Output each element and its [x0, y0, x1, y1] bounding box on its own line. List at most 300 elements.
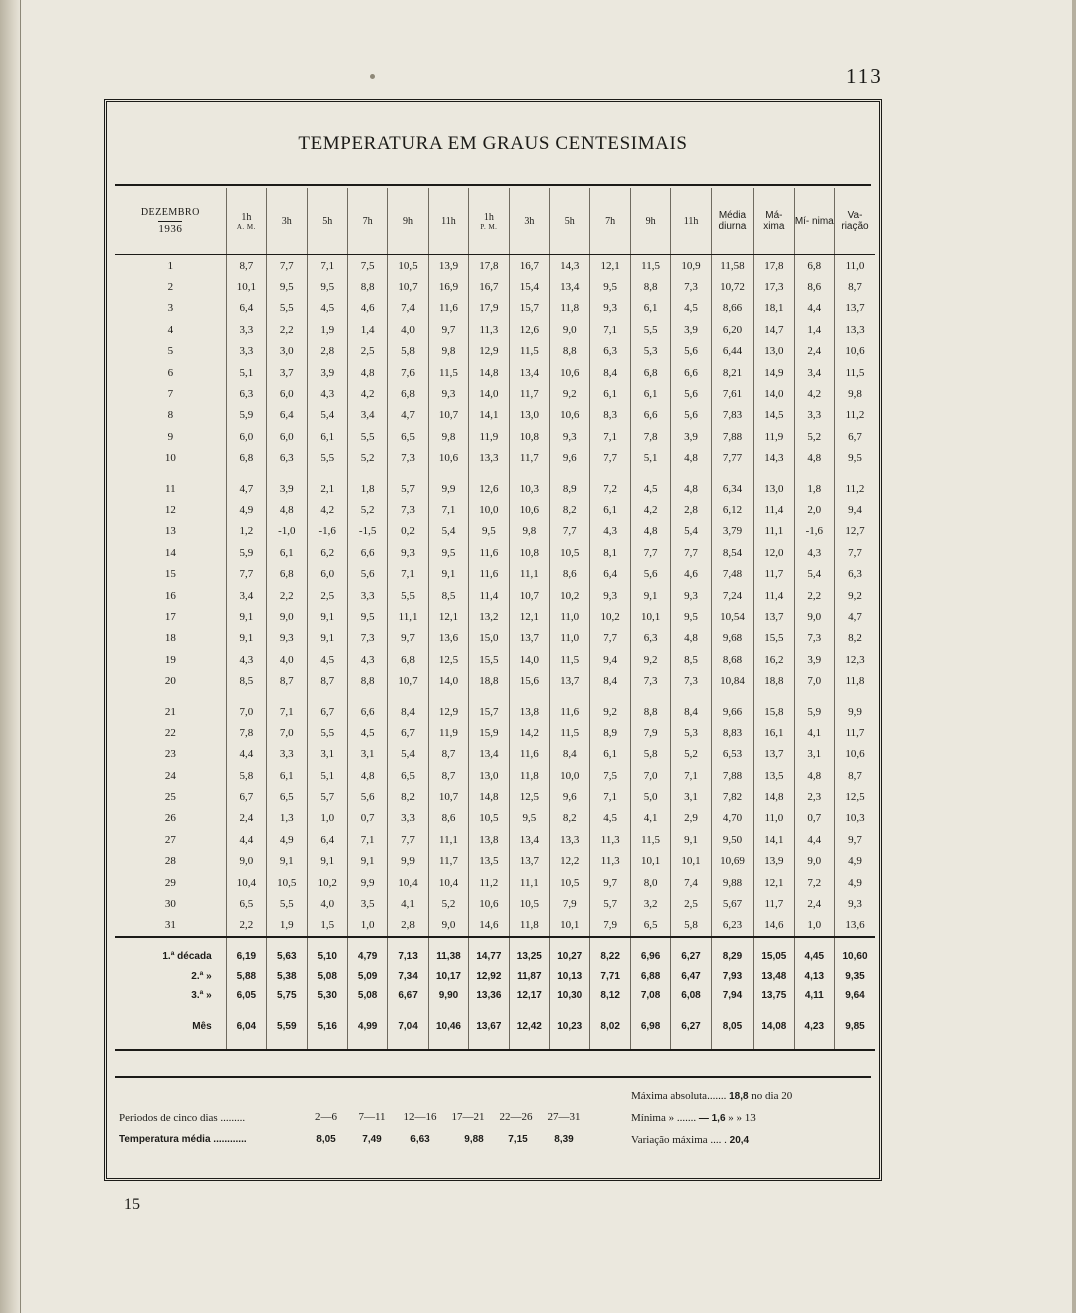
value-cell: 4,5 — [307, 298, 347, 319]
value-cell: 7,9 — [590, 915, 630, 937]
value-cell: 14,8 — [469, 786, 509, 807]
period-mean: 8,05 — [316, 1134, 336, 1145]
value-cell: 4,5 — [671, 298, 711, 319]
value-cell: 12,9 — [469, 341, 509, 362]
hour-label: 7h — [605, 215, 616, 227]
value-cell: 3,9 — [671, 426, 711, 447]
spacer-cell — [115, 692, 226, 701]
value-cell: 9,8 — [428, 341, 468, 362]
value-cell: 10,6 — [428, 448, 468, 469]
decade-value: 15,05 — [754, 937, 794, 967]
spacer-cell — [115, 1005, 226, 1017]
value-cell: 9,3 — [267, 628, 307, 649]
value-cell: 5,6 — [347, 563, 387, 584]
decade-value: 10,27 — [550, 937, 590, 967]
table-row — [115, 872, 875, 893]
max-absolute-label: Máxima absoluta....... — [631, 1090, 727, 1102]
value-cell: 11,1 — [388, 606, 428, 627]
month-value: 12,42 — [509, 1017, 549, 1050]
value-cell: 3,4 — [347, 405, 387, 426]
value-cell: 9,5 — [835, 448, 876, 469]
decade-value: 13,48 — [754, 967, 794, 986]
spacer-cell — [794, 469, 834, 478]
value-cell: 6,6 — [347, 542, 387, 563]
value-cell: 6,3 — [630, 628, 670, 649]
value-cell: 6,3 — [590, 341, 630, 362]
value-cell: 3,79 — [711, 521, 753, 542]
value-cell: 4,7 — [835, 606, 876, 627]
value-cell: 9,9 — [428, 478, 468, 499]
value-cell: 3,3 — [794, 405, 834, 426]
day-cell: 15 — [164, 568, 176, 581]
value-cell: 10,6 — [835, 341, 876, 362]
value-cell: 16,2 — [754, 649, 794, 670]
value-cell: 6,8 — [794, 255, 834, 277]
day-cell: 12 — [164, 503, 176, 516]
min-absolute-value: — 1,6 — [698, 1113, 726, 1124]
value-cell: 8,8 — [347, 276, 387, 297]
value-cell: 4,8 — [267, 499, 307, 520]
value-cell: 4,9 — [267, 829, 307, 850]
decade-label: 2.ª » — [191, 971, 212, 983]
value-cell: 14,3 — [754, 448, 794, 469]
value-cell: 8,54 — [711, 542, 753, 563]
value-cell: 11,7 — [428, 851, 468, 872]
value-cell: 8,66 — [711, 298, 753, 319]
value-cell: 13,7 — [835, 298, 876, 319]
table-row — [115, 448, 875, 469]
value-cell: 18,8 — [469, 670, 509, 691]
value-cell: 11,5 — [550, 722, 590, 743]
value-cell: 3,1 — [671, 786, 711, 807]
day-cell: 28 — [164, 855, 176, 868]
value-cell: 14,8 — [469, 362, 509, 383]
value-cell: 13,3 — [469, 448, 509, 469]
value-cell: 5,5 — [267, 298, 307, 319]
spacer-cell — [835, 1005, 876, 1017]
value-cell: 16,7 — [509, 255, 549, 277]
value-cell: 7,3 — [671, 276, 711, 297]
value-cell: 4,2 — [307, 499, 347, 520]
value-cell: 11,3 — [590, 829, 630, 850]
period-mean: 9,88 — [464, 1134, 484, 1145]
value-cell: 4,8 — [630, 521, 670, 542]
value-cell: 8,5 — [428, 585, 468, 606]
value-cell: 4,3 — [226, 649, 266, 670]
value-cell: 9,3 — [590, 298, 630, 319]
decade-value: 6,47 — [671, 967, 711, 986]
spacer-cell — [428, 1005, 468, 1017]
value-cell: 11,0 — [835, 255, 876, 277]
value-cell: 7,9 — [550, 893, 590, 914]
value-cell: 7,1 — [671, 765, 711, 786]
value-cell: 12,1 — [509, 606, 549, 627]
value-cell: 0,2 — [388, 521, 428, 542]
value-cell: 10,6 — [550, 362, 590, 383]
value-cell: 7,3 — [388, 499, 428, 520]
value-cell: 2,8 — [307, 341, 347, 362]
day-cell: 9 — [167, 430, 174, 443]
maxima-header: Má- xima — [754, 188, 794, 255]
day-cell: 21 — [164, 705, 176, 718]
value-cell: 5,67 — [711, 893, 753, 914]
value-cell: 14,6 — [754, 915, 794, 937]
value-cell: 6,4 — [590, 563, 630, 584]
hour-header — [590, 188, 630, 255]
period-range: 17—21 — [451, 1111, 485, 1123]
value-cell: 13,6 — [835, 915, 876, 937]
value-cell: 6,12 — [711, 499, 753, 520]
max-absolute — [631, 1090, 792, 1102]
days-body — [115, 255, 875, 938]
value-cell: 8,8 — [630, 701, 670, 722]
decade-value: 9,90 — [428, 986, 468, 1005]
day-cell: 31 — [164, 919, 176, 932]
value-cell: 3,1 — [347, 744, 387, 765]
month-value: 8,05 — [711, 1017, 753, 1050]
value-cell: 4,70 — [711, 808, 753, 829]
value-cell: 8,7 — [428, 744, 468, 765]
value-cell: 10,5 — [550, 542, 590, 563]
value-cell: 5,2 — [794, 426, 834, 447]
value-cell: 9,9 — [388, 851, 428, 872]
value-cell: 9,1 — [428, 563, 468, 584]
spacer-cell — [671, 1005, 711, 1017]
value-cell: 15,0 — [469, 628, 509, 649]
spacer-cell — [509, 1005, 549, 1017]
value-cell: 10,84 — [711, 670, 753, 691]
value-cell: 1,3 — [267, 808, 307, 829]
month-label: DEZEMBRO — [140, 207, 200, 218]
day-cell: 20 — [164, 675, 176, 688]
spacer-cell — [711, 1005, 753, 1017]
value-cell: 7,88 — [711, 426, 753, 447]
value-cell: 10,72 — [711, 276, 753, 297]
value-cell: 7,7 — [388, 829, 428, 850]
table-row — [115, 628, 875, 649]
hour-header — [550, 188, 590, 255]
value-cell: 10,4 — [388, 872, 428, 893]
decade-value: 6,88 — [630, 967, 670, 986]
value-cell: 4,8 — [671, 448, 711, 469]
value-cell: 2,2 — [794, 585, 834, 606]
value-cell: 6,5 — [388, 426, 428, 447]
spacer-cell — [428, 692, 468, 701]
value-cell: 1,0 — [347, 915, 387, 937]
decade-value: 5,08 — [347, 986, 387, 1005]
value-cell: 14,7 — [754, 319, 794, 340]
value-cell: 7,5 — [347, 255, 387, 277]
day-cell: 11 — [165, 482, 176, 495]
value-cell: 11,6 — [509, 744, 549, 765]
value-cell: 11,0 — [550, 628, 590, 649]
value-cell: 14,0 — [754, 383, 794, 404]
value-cell: 6,0 — [307, 563, 347, 584]
spacer-cell — [388, 1005, 428, 1017]
value-cell: 4,4 — [226, 744, 266, 765]
decade-gap — [115, 469, 875, 478]
period-mean: 6,63 — [410, 1134, 430, 1145]
paper-spot — [370, 74, 375, 79]
value-cell: 11,5 — [550, 649, 590, 670]
value-cell: 10,1 — [671, 851, 711, 872]
month-value: 4,99 — [347, 1017, 387, 1050]
value-cell: 13,6 — [428, 628, 468, 649]
value-cell: 6,3 — [835, 563, 876, 584]
value-cell: 1,4 — [794, 319, 834, 340]
value-cell: 5,5 — [267, 893, 307, 914]
value-cell: 12,6 — [469, 478, 509, 499]
value-cell: 8,4 — [671, 701, 711, 722]
value-cell: 8,83 — [711, 722, 753, 743]
value-cell: 5,1 — [630, 448, 670, 469]
decade-value: 5,63 — [267, 937, 307, 967]
value-cell: 5,0 — [630, 786, 670, 807]
value-cell: 9,1 — [226, 628, 266, 649]
spacer-cell — [509, 692, 549, 701]
value-cell: 2,4 — [794, 893, 834, 914]
value-cell: 6,1 — [590, 744, 630, 765]
spacer-cell — [550, 469, 590, 478]
value-cell: 7,9 — [630, 722, 670, 743]
value-cell: 8,8 — [347, 670, 387, 691]
value-cell: 10,6 — [509, 499, 549, 520]
value-cell: 4,5 — [590, 808, 630, 829]
hour-header — [388, 188, 428, 255]
value-cell: 9,9 — [835, 701, 876, 722]
value-cell: 10,7 — [388, 670, 428, 691]
decade-value: 6,05 — [226, 986, 266, 1005]
value-cell: 6,8 — [630, 362, 670, 383]
value-cell: 11,0 — [754, 808, 794, 829]
value-cell: 13,2 — [469, 606, 509, 627]
value-cell: 17,9 — [469, 298, 509, 319]
value-cell: 8,8 — [630, 276, 670, 297]
value-cell: -1,6 — [307, 521, 347, 542]
decade-value: 8,29 — [711, 937, 753, 967]
value-cell: 8,6 — [428, 808, 468, 829]
day-cell: 14 — [164, 546, 176, 559]
value-cell: 13,4 — [509, 829, 549, 850]
value-cell: 8,8 — [550, 341, 590, 362]
value-cell: 9,0 — [550, 319, 590, 340]
value-cell: 6,3 — [226, 383, 266, 404]
value-cell: 7,1 — [267, 701, 307, 722]
decade-value: 5,38 — [267, 967, 307, 986]
decade-value: 9,64 — [835, 986, 876, 1005]
spacer-cell — [307, 1005, 347, 1017]
period-range: 2—6 — [315, 1111, 337, 1123]
day-cell: 10 — [164, 452, 176, 465]
value-cell: 13,9 — [754, 851, 794, 872]
value-cell: 5,5 — [630, 319, 670, 340]
hour-label: 3h — [281, 215, 292, 227]
value-cell: 4,4 — [226, 829, 266, 850]
value-cell: 5,6 — [671, 383, 711, 404]
value-cell: 6,1 — [267, 542, 307, 563]
value-cell: 9,0 — [267, 606, 307, 627]
value-cell: 9,4 — [590, 649, 630, 670]
value-cell: 8,4 — [550, 744, 590, 765]
value-cell: 7,8 — [226, 722, 266, 743]
decade-value: 7,13 — [388, 937, 428, 967]
value-cell: 11,6 — [428, 298, 468, 319]
value-cell: 4,5 — [307, 649, 347, 670]
value-cell: 8,2 — [550, 808, 590, 829]
value-cell: 6,3 — [267, 448, 307, 469]
spacer-cell — [590, 469, 630, 478]
value-cell: 5,7 — [388, 478, 428, 499]
table-row — [115, 829, 875, 850]
value-cell: 8,7 — [267, 670, 307, 691]
value-cell: 7,0 — [794, 670, 834, 691]
value-cell: 12,1 — [754, 872, 794, 893]
value-cell: 13,0 — [754, 341, 794, 362]
value-cell: 10,2 — [550, 585, 590, 606]
decade-value: 6,27 — [671, 937, 711, 967]
value-cell: 14,0 — [509, 649, 549, 670]
value-cell: 8,21 — [711, 362, 753, 383]
decade-value: 13,25 — [509, 937, 549, 967]
value-cell: 8,2 — [550, 499, 590, 520]
value-cell: 3,3 — [267, 744, 307, 765]
value-cell: 7,4 — [671, 872, 711, 893]
hour-label: 9h — [645, 215, 656, 227]
month-value: 6,27 — [671, 1017, 711, 1050]
hour-header — [671, 188, 711, 255]
decade-value: 11,87 — [509, 967, 549, 986]
value-cell: 5,5 — [307, 448, 347, 469]
value-cell: 14,1 — [469, 405, 509, 426]
table-row — [115, 744, 875, 765]
spacer-cell — [307, 469, 347, 478]
media-header: Média diurna — [711, 188, 753, 255]
period-range: 7—11 — [358, 1111, 386, 1123]
value-cell: 11,5 — [630, 255, 670, 277]
value-cell: 3,0 — [267, 341, 307, 362]
day-cell: 5 — [167, 345, 174, 358]
value-cell: 15,6 — [509, 670, 549, 691]
value-cell: 9,3 — [388, 542, 428, 563]
value-cell: 16,9 — [428, 276, 468, 297]
value-cell: 9,1 — [347, 851, 387, 872]
value-cell: 6,6 — [347, 701, 387, 722]
value-cell: 4,4 — [794, 298, 834, 319]
value-cell: 7,3 — [347, 628, 387, 649]
value-cell: 17,3 — [754, 276, 794, 297]
value-cell: 4,7 — [226, 478, 266, 499]
value-cell: 13,7 — [754, 744, 794, 765]
value-cell: 4,3 — [347, 649, 387, 670]
month-value: 14,08 — [754, 1017, 794, 1050]
value-cell: 11,1 — [509, 563, 549, 584]
value-cell: 6,7 — [226, 786, 266, 807]
value-cell: 9,0 — [226, 851, 266, 872]
value-cell: 11,9 — [469, 426, 509, 447]
value-cell: 11,7 — [509, 448, 549, 469]
value-cell: 9,50 — [711, 829, 753, 850]
value-cell: 8,3 — [590, 405, 630, 426]
value-cell: 6,7 — [307, 701, 347, 722]
decade-value: 5,09 — [347, 967, 387, 986]
value-cell: 11,1 — [428, 829, 468, 850]
hour-label: 7h — [362, 215, 373, 227]
value-cell: 5,6 — [630, 563, 670, 584]
value-cell: 9,1 — [307, 628, 347, 649]
day-cell: 27 — [164, 833, 176, 846]
value-cell: 4,8 — [347, 765, 387, 786]
value-cell: 2,5 — [307, 585, 347, 606]
periods-label: Periodos de cinco dias ......... — [119, 1112, 246, 1124]
value-cell: 6,5 — [630, 915, 670, 937]
value-cell: 4,5 — [630, 478, 670, 499]
value-cell: 18,8 — [754, 670, 794, 691]
value-cell: 7,6 — [388, 362, 428, 383]
value-cell: 6,8 — [388, 383, 428, 404]
value-cell: 14,9 — [754, 362, 794, 383]
value-cell: 7,3 — [794, 628, 834, 649]
value-cell: 5,5 — [388, 585, 428, 606]
value-cell: 5,5 — [307, 722, 347, 743]
value-cell: 5,4 — [388, 744, 428, 765]
value-cell: 7,1 — [347, 829, 387, 850]
value-cell: 10,3 — [509, 478, 549, 499]
table-row — [115, 426, 875, 447]
value-cell: 17,8 — [754, 255, 794, 277]
spacer-cell — [590, 1005, 630, 1017]
day-cell: 1 — [167, 259, 174, 272]
value-cell: 11,4 — [469, 585, 509, 606]
value-cell: 6,34 — [711, 478, 753, 499]
value-cell: 9,7 — [590, 872, 630, 893]
value-cell: 8,7 — [835, 765, 876, 786]
value-cell: 13,4 — [469, 744, 509, 765]
value-cell: 10,5 — [267, 872, 307, 893]
table-row — [115, 255, 875, 277]
decade-value: 5,10 — [307, 937, 347, 967]
value-cell: 9,8 — [509, 521, 549, 542]
value-cell: 10,1 — [550, 915, 590, 937]
value-cell: 6,1 — [630, 298, 670, 319]
day-cell: 26 — [164, 812, 176, 825]
value-cell: 13,4 — [509, 362, 549, 383]
value-cell: 9,7 — [388, 628, 428, 649]
value-cell: 6,20 — [711, 319, 753, 340]
decade-label: 1.ª década — [115, 937, 226, 967]
day-cell: 17 — [164, 610, 176, 623]
value-cell: 5,4 — [794, 563, 834, 584]
spacer-cell — [794, 1005, 834, 1017]
value-cell: 11,1 — [754, 521, 794, 542]
decade-value: 6,08 — [671, 986, 711, 1005]
ampm-label: P. M. — [480, 222, 498, 231]
value-cell: 9,5 — [469, 521, 509, 542]
value-cell: 6,53 — [711, 744, 753, 765]
value-cell: 4,0 — [307, 893, 347, 914]
book-spine — [0, 0, 22, 1313]
spacer-cell — [267, 469, 307, 478]
decade-value: 11,38 — [428, 937, 468, 967]
day-cell: 6 — [167, 366, 174, 379]
value-cell: 13,0 — [469, 765, 509, 786]
decade-value: 6,67 — [388, 986, 428, 1005]
value-cell: 9,68 — [711, 628, 753, 649]
spacer-cell — [550, 1005, 590, 1017]
table-row — [115, 276, 875, 297]
spacer-cell — [388, 469, 428, 478]
period-mean: 7,49 — [362, 1134, 382, 1145]
value-cell: 8,2 — [388, 786, 428, 807]
